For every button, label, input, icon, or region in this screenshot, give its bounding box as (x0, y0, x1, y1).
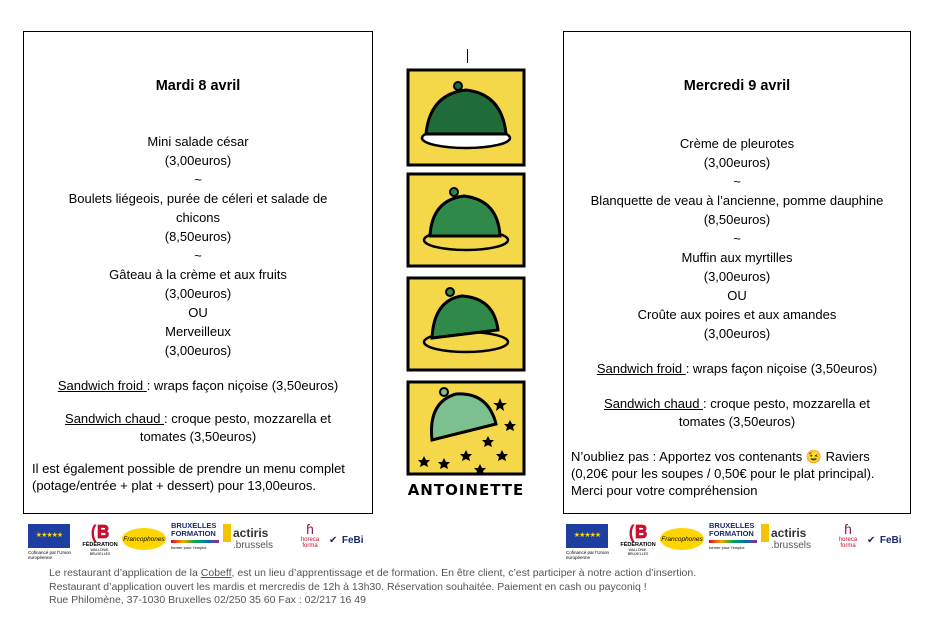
horeca-icon: ɦ (306, 521, 314, 537)
menu-line: Croûte aux poires et aux amandes (637, 307, 837, 322)
cloche-tile-4 (408, 382, 524, 475)
federation-icon: (𝐁 (628, 522, 648, 542)
menu-line: (3,00euros) (164, 286, 232, 301)
partner-logos-left (25, 520, 375, 560)
menu-line: chicons (175, 210, 221, 225)
footer-line-2: Restaurant d’application ouvert les mardis et mercredis de 12h à 13h30. Réservation souhaitée. Paiement en cash ou payconiq ! (49, 580, 647, 593)
francophones-logo (122, 528, 166, 550)
bxl-formation-line2: FORMATION (171, 529, 216, 538)
bruxelles-formation-logo (171, 522, 219, 550)
menu-line: Muffin aux myrtilles (681, 250, 793, 265)
sandwich-hot-label: Sandwich chaud (65, 411, 165, 426)
eu-flag-logo (28, 524, 74, 560)
menu-line: (3,00euros) (703, 269, 771, 284)
menu-note: Il est également possible de prendre un menu complet (potage/entrée + plat + dessert) pour 13,00euros. (32, 461, 345, 493)
sandwich-cold-text: : wraps façon niçoise (3,50euros) (146, 378, 339, 393)
cursor-mark (467, 49, 468, 63)
actiris-logo (761, 524, 815, 551)
menu-dishes (564, 134, 910, 343)
eu-flag-logo (566, 524, 612, 560)
actiris-label: actiris (771, 526, 807, 540)
federation-sublabel: WALLONIE-BRUXELLES (89, 548, 111, 556)
day-title: Mercredi 9 avril (683, 78, 791, 94)
menu-line: (3,00euros) (164, 153, 232, 168)
actiris-mark-icon (761, 524, 769, 542)
forma-label: forma (840, 543, 856, 549)
actiris-logo (223, 524, 277, 551)
menu-line: Gâteau à la crème et aux fruits (109, 267, 287, 282)
menu-line: ~ (194, 172, 202, 187)
menu-line: OU (727, 288, 747, 303)
actiris-sublabel: .brussels (233, 540, 274, 551)
menu-wednesday (563, 31, 911, 514)
bxl-formation-line1: BRUXELLES (171, 521, 217, 530)
footer-text: Le restaurant d’application de la (49, 567, 201, 579)
febi-logo (867, 530, 902, 548)
footer-line-3: Rue Philomène, 37-1030 Bruxelles 02/250 35 60 Fax : 02/217 16 49 (49, 594, 366, 606)
cloche-tile-3 (408, 278, 524, 370)
menu-line: ~ (733, 174, 741, 189)
menu-line: Blanquette de veau à l’ancienne, pomme dauphine (590, 193, 884, 208)
sandwich-hot-label: Sandwich chaud (604, 396, 704, 411)
horeca-forma-logo (835, 522, 861, 549)
sandwich-hot (24, 410, 372, 446)
febi-icon: ✔ (329, 535, 338, 546)
federation-label: FÉDÉRATION (82, 542, 118, 548)
francophones-label: Francophones (123, 536, 165, 543)
menu-line: (8,50euros) (703, 212, 771, 227)
eu-caption: Cofinancé par l’Union européenne (28, 550, 72, 560)
federation-logo (82, 522, 118, 556)
sandwich-hot-text-2: tomates (3,50euros) (678, 414, 796, 429)
bxl-formation-line1: BRUXELLES (709, 521, 755, 530)
febi-logo (329, 530, 364, 548)
partner-logos-right (563, 520, 913, 560)
menu-line: OU (188, 305, 208, 320)
bxl-formation-bar (709, 540, 757, 543)
cloche-tile-1 (408, 70, 524, 165)
menu-line: (3,00euros) (703, 155, 771, 170)
sandwich-hot-text-2: tomates (3,50euros) (139, 429, 257, 444)
eu-flag-icon: ★★★★★ (28, 524, 70, 548)
horeca-label: horeca (300, 537, 320, 543)
sandwich-cold-label: Sandwich froid (57, 378, 147, 393)
eu-flag-icon: ★★★★★ (566, 524, 608, 548)
menu-line: ~ (194, 248, 202, 263)
menu-line: (3,00euros) (164, 343, 232, 358)
febi-label: FeBi (879, 535, 902, 546)
antoinette-logo (404, 66, 528, 506)
forma-label: forma (302, 543, 318, 549)
menu-line: ~ (733, 231, 741, 246)
horeca-label: horeca (838, 537, 858, 543)
bxl-formation-sublabel: former pour l’emploi (709, 545, 745, 550)
menu-dishes (24, 132, 372, 360)
cloche-tiles (404, 66, 528, 478)
day-title: Mardi 8 avril (155, 78, 241, 94)
sandwich-hot (564, 395, 910, 431)
menu-line: Mini salade césar (147, 134, 249, 149)
menu-line: Boulets liégeois, purée de céleri et salade de (68, 191, 328, 206)
menu-line: (8,50euros) (164, 229, 232, 244)
horeca-forma-logo (297, 522, 323, 549)
horeca-icon: ɦ (844, 521, 852, 537)
francophones-label: Francophones (661, 536, 703, 543)
actiris-sublabel: .brussels (771, 540, 812, 551)
bxl-formation-sublabel: former pour l’emploi (171, 545, 207, 550)
federation-icon: (𝐁 (90, 522, 110, 542)
sandwich-hot-text: : croque pesto, mozzarella et (703, 396, 870, 411)
cloche-tile-2 (408, 174, 524, 266)
menu-line: (3,00euros) (703, 326, 771, 341)
febi-label: FeBi (341, 535, 364, 546)
bxl-formation-bar (171, 540, 219, 543)
menu-note: N’oubliez pas : Apportez vos contenants 😉 Raviers (0,20€ pour les soupes / 0,50€ pour le plat principal). Merci pour votre compréhension (571, 449, 875, 498)
menu-line: Merveilleux (165, 324, 231, 339)
sandwich-cold (564, 360, 910, 378)
federation-logo (620, 522, 656, 556)
sandwich-hot-text: : croque pesto, mozzarella et (164, 411, 331, 426)
eu-caption: Cofinancé par l’Union européenne (566, 550, 610, 560)
footer-info (49, 567, 696, 608)
sandwich-cold (24, 377, 372, 395)
actiris-label: actiris (233, 526, 269, 540)
francophones-logo (660, 528, 704, 550)
federation-label: FÉDÉRATION (620, 542, 656, 548)
antoinette-wordmark: ANTOINETTE (407, 481, 525, 499)
sandwich-cold-label: Sandwich froid (596, 361, 686, 376)
bxl-formation-line2: FORMATION (709, 529, 754, 538)
bruxelles-formation-logo (709, 522, 757, 550)
sandwich-cold-text: : wraps façon niçoise (3,50euros) (685, 361, 878, 376)
actiris-mark-icon (223, 524, 231, 542)
menu-tuesday (23, 31, 373, 514)
menu-line: Crème de pleurotes (679, 136, 795, 151)
cobeff-link[interactable]: Cobeff (200, 567, 232, 579)
footer-line-1 (49, 567, 696, 581)
footer-text: , est un lieu d’apprentissage et de formation. En être client, c’est participer à notre action d’insertion. (231, 567, 697, 579)
federation-sublabel: WALLONIE-BRUXELLES (627, 548, 649, 556)
febi-icon: ✔ (867, 535, 876, 546)
